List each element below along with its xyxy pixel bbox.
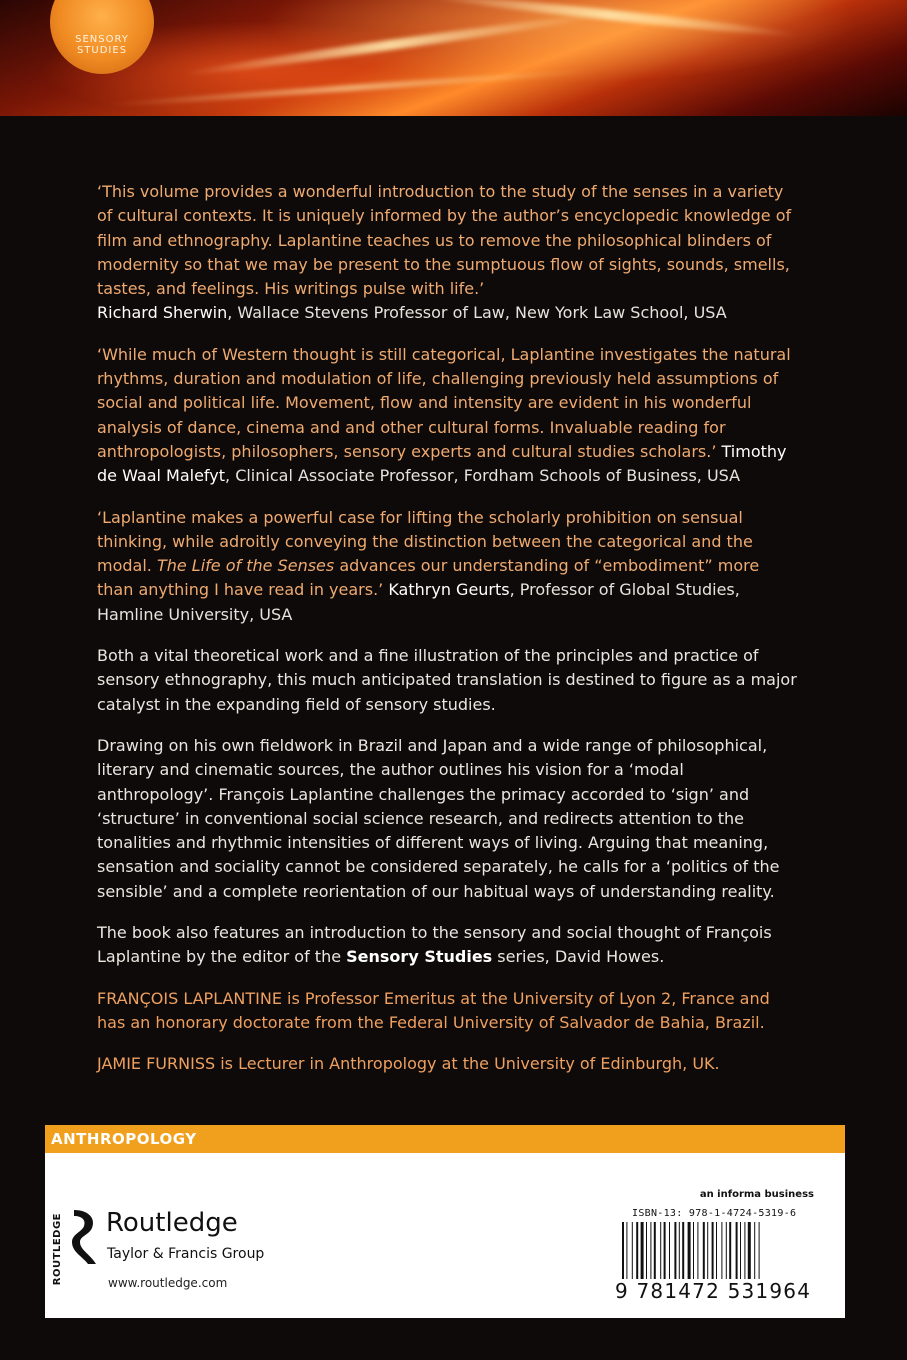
blurb-1-quote: ‘This volume provides a wonderful introduction to the study of the senses in a variety of cultural contexts. It is uniquely informed by the author’s encyclopedic knowledge of film and ethnography. Laplantine teaches us to remove the philosophical blinders of modernity so that we may be present to the sumptuous flow of sights, sounds, smells, tastes, and feelings. His writings pulse with life.’: [97, 182, 792, 299]
blurb-3-quote-after: advances our understanding of “embodiment” more than anything I have read in years.’: [97, 556, 760, 600]
blurb-2-credential: , Clinical Associate Professor, Fordham Schools of Business, USA: [225, 466, 741, 486]
blurb-3: [97, 506, 797, 627]
back-cover-text: [97, 180, 797, 1077]
blurb-2-quote: ‘While much of Western thought is still categorical, Laplantine investigates the natural rhythms, duration and modulation of life, challenging previously held assumptions of social and political life. Movement, flow and intensity are evident in his wonderful analysis of dance, cinema and and other cultural forms. Invaluable reading for anthropologists, philosophers, sensory experts and cultural studies scholars.’: [97, 344, 791, 461]
seal-line-1: SENSORY: [75, 34, 129, 45]
blurb-2-name: Timothy de Waal Malefyt: [97, 441, 787, 486]
seal-line-2: STUDIES: [76, 45, 128, 56]
blurb-2: [97, 343, 797, 489]
blurb-1-name: Richard Sherwin: [97, 303, 228, 323]
publisher-url[interactable]: www.routledge.com: [108, 1276, 228, 1290]
category-band: [45, 1125, 845, 1153]
author-bio: FRANÇOIS LAPLANTINE is Professor Emeritus at the University of Lyon 2, France and has an honorary doctorate from the Federal University of Salvador de Bahia, Brazil.: [97, 988, 770, 1032]
blurb-1: [97, 180, 797, 326]
cover-banner: [0, 0, 907, 116]
informa-tagline: an informa business: [699, 1189, 814, 1200]
series-note-after: series, David Howes.: [492, 947, 665, 967]
light-streak: [100, 68, 599, 109]
publisher-group: Taylor & Francis Group: [107, 1246, 265, 1262]
series-name: Sensory Studies: [346, 947, 493, 967]
isbn-text: ISBN-13: 978-1-4724-5319-6: [632, 1208, 797, 1219]
category-label: ANTHROPOLOGY: [51, 1130, 197, 1148]
translator-bio: JAMIE FURNISS is Lecturer in Anthropology at the University of Edinburgh, UK.: [97, 1054, 720, 1074]
barcode-digits: 9 781472 531964: [615, 1279, 820, 1303]
light-streak: [181, 11, 598, 79]
blurb-1-credential: , Wallace Stevens Professor of Law, New York Law School, USA: [227, 303, 727, 323]
series-note: [97, 921, 797, 970]
blurb-3-quote-before: ‘Laplantine makes a powerful case for lifting the scholarly prohibition on sensual thinking, while adroitly conveying the distinction between the categorical and the modal.: [97, 507, 753, 576]
blurb-3-credential: , Professor of Global Studies, Hamline University, USA: [97, 580, 740, 624]
series-seal: [50, 0, 154, 74]
blurb-3-name: Kathryn Geurts: [388, 580, 510, 600]
series-note-before: The book also features an introduction to the sensory and social thought of François Laplantine by the editor of the: [97, 923, 772, 967]
description-paragraph-1: Both a vital theoretical work and a fine illustration of the principles and practice of sensory ethnography, this much anticipated translation is destined to figure as a major catalyst in the expanding field of sensory studies.: [97, 646, 797, 714]
publisher-name: Routledge: [106, 1208, 238, 1238]
publisher-vertical-label: ROUTLEDGE: [52, 1213, 63, 1286]
description-paragraph-2: Drawing on his own fieldwork in Brazil and Japan and a wide range of philosophical, literary and cinematic sources, the author outlines his vision for a ‘modal anthropology’. François Laplantine challenges the primacy accorded to ‘sign’ and ‘structure’ in conventional social science research, and redirects attention to the tonalities and rhythmic intensities of different ways of living. Arguing that meaning, sensation and sociality cannot be considered separately, he calls for a ‘politics of the sensible’ and a complete reorientation of our habitual ways of understanding reality.: [97, 735, 780, 901]
routledge-logo-icon: [68, 1208, 100, 1266]
book-title: The Life of the Senses: [156, 556, 335, 576]
